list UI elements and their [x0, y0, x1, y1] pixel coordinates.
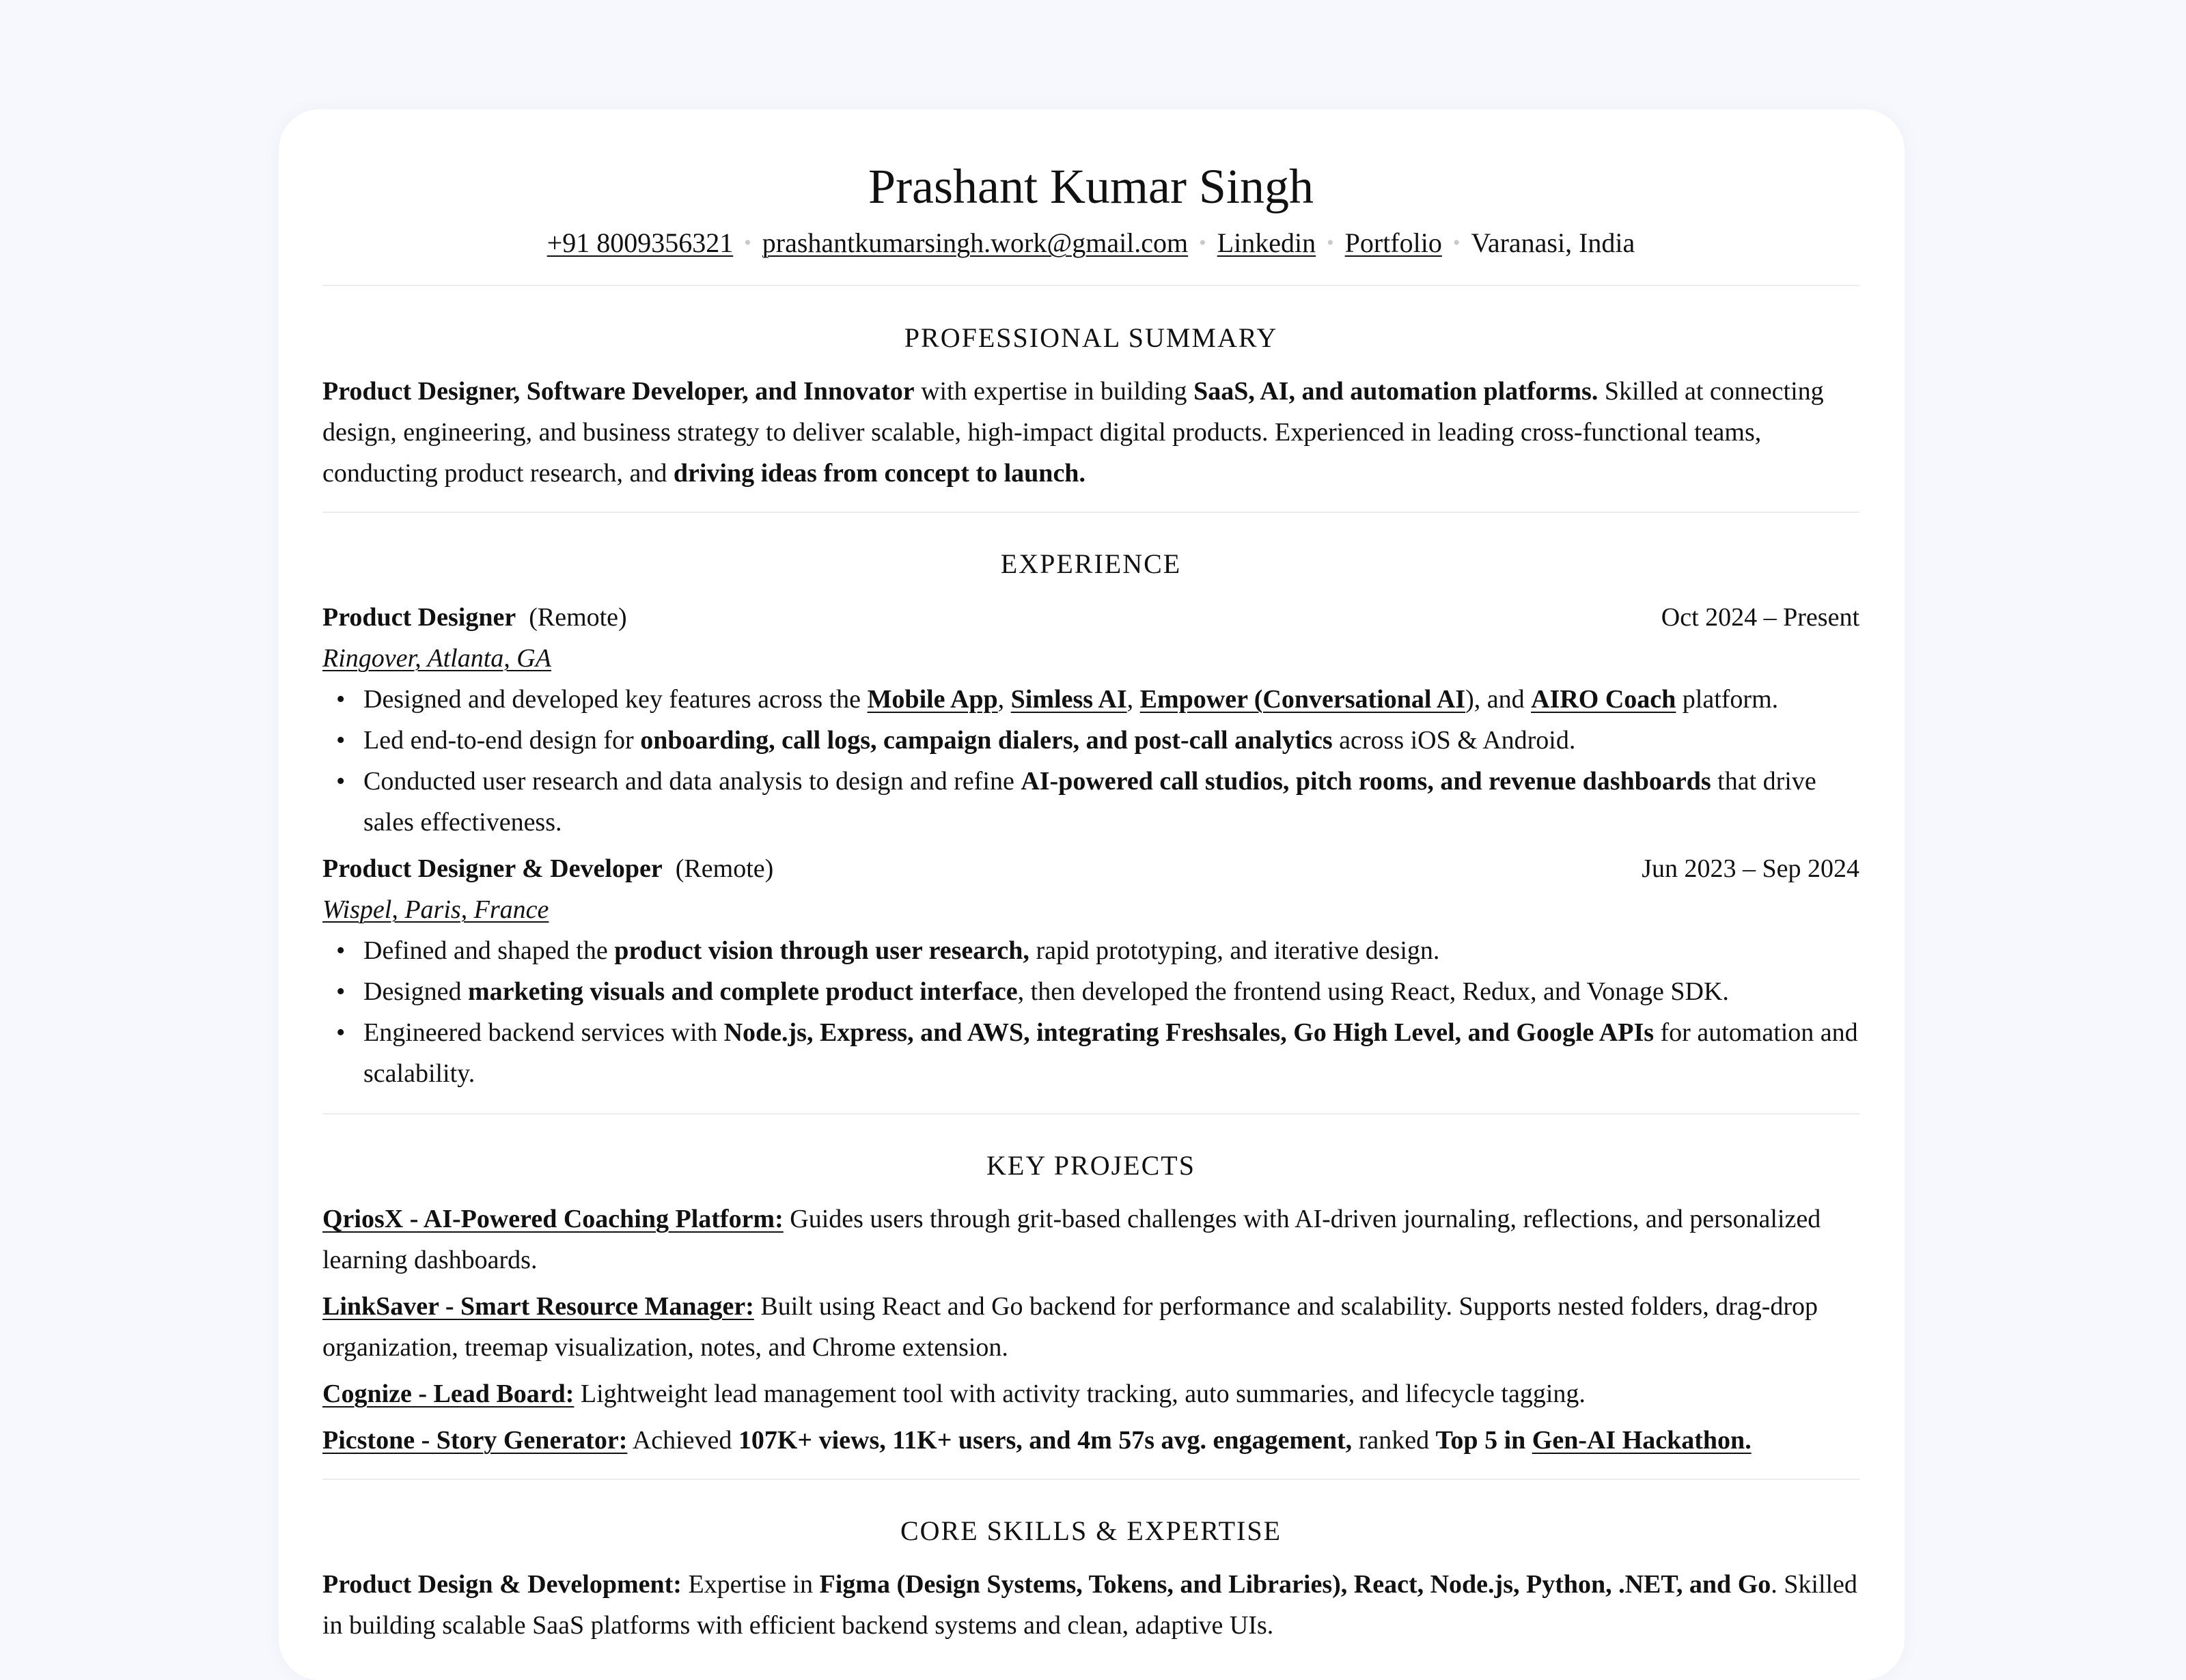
- project-link-qriosx[interactable]: QriosX - AI-Powered Coaching Platform:: [322, 1205, 784, 1233]
- job-bullets: [322, 930, 1859, 1094]
- separator-dot: •: [1199, 232, 1206, 254]
- section-title-experience: EXPERIENCE: [1000, 548, 1182, 579]
- summary-bold: Product Designer, Software Developer, and Innovator: [322, 377, 915, 406]
- bullet-bold: Node.js, Express, and AWS, integrating Freshsales, Go High Level, and Google APIs: [723, 1018, 1655, 1047]
- divider: [322, 512, 1859, 513]
- bullet-text: Conducted user research and data analysis to design and refine: [363, 767, 1021, 796]
- hackathon-link[interactable]: Gen-AI Hackathon.: [1532, 1426, 1752, 1455]
- skills-text: . Skilled in building scalable SaaS platforms with efficient backend systems and clean, adaptive UIs.: [322, 1570, 1857, 1640]
- section-title-projects: KEY PROJECTS: [986, 1150, 1195, 1181]
- project-desc: ranked: [1352, 1426, 1436, 1455]
- section-title-skills: CORE SKILLS & EXPERTISE: [900, 1515, 1282, 1546]
- job-mode: (Remote): [529, 603, 627, 632]
- list-item: [322, 930, 1859, 971]
- section-title-summary: PROFESSIONAL SUMMARY: [904, 322, 1278, 353]
- separator-dot: •: [744, 232, 751, 254]
- project-item: [322, 1420, 1859, 1461]
- summary-bold: SaaS, AI, and automation platforms.: [1193, 377, 1599, 406]
- phone-link[interactable]: +91 8009356321: [546, 227, 734, 258]
- project-desc: Built using React and Go backend for performance and scalability. Supports nested folders, drag-drop organization, treemap visualization, notes, and Chrome extension.: [322, 1292, 1818, 1362]
- list-item: [322, 679, 1859, 720]
- company-link[interactable]: Wispel, Paris, France: [322, 895, 549, 924]
- bullet-bold: marketing visuals and complete product interface: [468, 977, 1018, 1006]
- summary-bold: driving ideas from concept to launch.: [673, 459, 1085, 488]
- resume-card: [279, 109, 1905, 1680]
- job-bullets: [322, 679, 1859, 843]
- list-item: [322, 1012, 1859, 1094]
- bullet-text: , then developed the frontend using React, Redux, and Vonage SDK.: [1017, 977, 1729, 1006]
- summary-text: Skilled at connecting design, engineering, and business strategy to deliver scalable, high-impact digital products. Experienced in leading cross-functional teams, conducting product research, and: [322, 377, 1824, 488]
- list-item: [322, 720, 1859, 761]
- job-header: [322, 597, 1859, 638]
- bullet-text: ,: [1126, 685, 1140, 714]
- bullet-text: Defined and shaped the: [363, 936, 615, 965]
- job-role: Product Designer & Developer: [322, 854, 663, 883]
- bullet-bold: AI-powered call studios, pitch rooms, and revenue dashboards: [1021, 767, 1711, 796]
- bullet-text: ,: [997, 685, 1011, 714]
- bullet-text: across iOS & Android.: [1332, 726, 1576, 755]
- candidate-name: Prashant Kumar Singh: [868, 159, 1314, 214]
- bullet-text: Engineered backend services with: [363, 1018, 724, 1047]
- company-link[interactable]: Ringover, Atlanta, GA: [322, 644, 551, 673]
- empower-link[interactable]: Empower (Conversational AI: [1139, 685, 1466, 714]
- skills-bold: Figma (Design Systems, Tokens, and Libraries), React, Node.js, Python, .NET, and Go: [819, 1570, 1771, 1599]
- divider: [322, 1113, 1859, 1115]
- separator-dot: •: [1327, 232, 1334, 254]
- bullet-bold: onboarding, call logs, campaign dialers, and post-call analytics: [640, 726, 1333, 755]
- job-dates: Oct 2024 – Present: [1661, 603, 1859, 632]
- job-header: [322, 848, 1859, 889]
- project-desc: Lightweight lead management tool with activity tracking, auto summaries, and lifecycle tagging.: [574, 1380, 1586, 1408]
- summary-text: with expertise in building: [914, 377, 1194, 406]
- project-item: [322, 1373, 1859, 1414]
- email-link[interactable]: prashantkumarsingh.work@gmail.com: [762, 227, 1189, 258]
- portfolio-link[interactable]: Portfolio: [1344, 227, 1442, 258]
- summary-paragraph: [322, 371, 1859, 494]
- bullet-text: Designed: [363, 977, 469, 1006]
- job-mode: (Remote): [675, 854, 774, 883]
- project-bold: Top 5 in: [1435, 1426, 1532, 1455]
- skills-text: Expertise in: [681, 1570, 820, 1599]
- bullet-text: that drive sales effectiveness.: [363, 767, 1816, 837]
- divider: [322, 1479, 1859, 1480]
- bullet-text: rapid prototyping, and iterative design.: [1029, 936, 1440, 965]
- bullet-text: ), and: [1465, 685, 1532, 714]
- simless-ai-link[interactable]: Simless AI: [1010, 685, 1127, 714]
- project-desc: Achieved: [627, 1426, 738, 1455]
- bullet-text: for automation and scalability.: [363, 1018, 1858, 1088]
- bullet-text: Led end-to-end design for: [363, 726, 641, 755]
- bullet-bold: product vision through user research,: [614, 936, 1029, 965]
- project-link-picstone[interactable]: Picstone - Story Generator:: [322, 1426, 628, 1455]
- skills-label: Product Design & Development:: [322, 1570, 682, 1599]
- job-dates: Jun 2023 – Sep 2024: [1642, 854, 1859, 883]
- divider: [322, 285, 1859, 286]
- contact-line: [322, 227, 1859, 260]
- list-item: [322, 971, 1859, 1012]
- project-item: [322, 1286, 1859, 1368]
- project-link-cognize[interactable]: Cognize - Lead Board:: [322, 1380, 575, 1408]
- project-link-linksaver[interactable]: LinkSaver - Smart Resource Manager:: [322, 1292, 754, 1321]
- location: Varanasi, India: [1471, 227, 1635, 258]
- bullet-text: platform.: [1676, 685, 1779, 714]
- project-bold: 107K+ views, 11K+ users, and 4m 57s avg. engagement,: [738, 1426, 1353, 1455]
- skills-paragraph: [322, 1564, 1859, 1646]
- airo-coach-link[interactable]: AIRO Coach: [1531, 685, 1676, 714]
- mobile-app-link[interactable]: Mobile App: [867, 685, 998, 714]
- linkedin-link[interactable]: Linkedin: [1217, 227, 1316, 258]
- separator-dot: •: [1452, 232, 1461, 254]
- job-role: Product Designer: [322, 603, 516, 632]
- project-desc: Guides users through grit-based challenges with AI-driven journaling, reflections, and personalized learning dashboards.: [322, 1205, 1821, 1274]
- project-item: [322, 1199, 1859, 1280]
- bullet-text: Designed and developed key features across the: [363, 685, 868, 714]
- list-item: [322, 761, 1859, 843]
